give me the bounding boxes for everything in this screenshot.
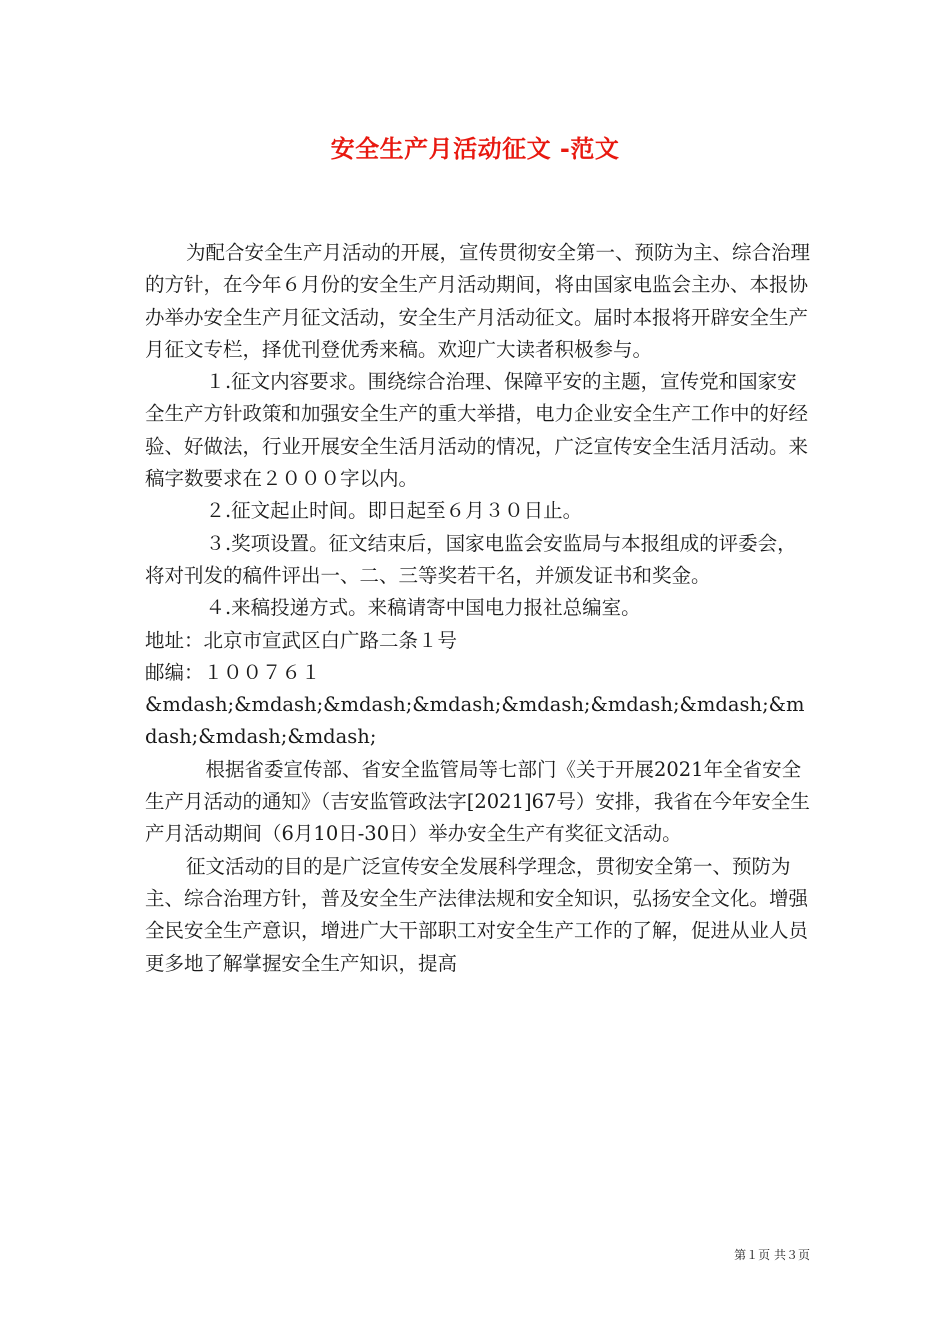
paragraph-item-4: ４.来稿投递方式。来稿请寄中国电力报社总编室。 bbox=[205, 596, 641, 620]
paragraph-intro: 为配合安全生产月活动的开展，宣传贯彻安全第一、预防为主、综合治理的方针，在今年６月份的安全生产月活动期间，将由国家电监会主办、本报协办举办安全生产月征文活动，安全生产月活动征文。届时本报将开辟安全生产月征文专栏，择优刊登优秀来稿。欢迎广大读者积极参与。 bbox=[145, 241, 810, 361]
paragraph-notice: 根据省委宣传部、省安全监管局等七部门《关于开展2021年全省安全生产月活动的通知》（吉安监管政法字[2021]67号）安排，我省在今年安全生产月活动期间（6月10日-30日）举办安全生产有奖征文活动。 bbox=[145, 757, 810, 846]
paragraph-item-2: ２.征文起止时间。即日起至６月３０日止。 bbox=[205, 499, 583, 523]
page-number-footer: 第１页 共３页 bbox=[734, 1248, 810, 1262]
document-title: 安全生产月活动征文 -范文 bbox=[330, 135, 620, 163]
document-body bbox=[145, 237, 810, 980]
paragraph-separator: &mdash;&mdash;&mdash;&mdash;&mdash;&mdash;&mdash;&mdash;&mdash;&mdash; bbox=[145, 693, 805, 749]
paragraph-address: 地址：北京市宣武区白广路二条１号 bbox=[145, 628, 458, 652]
paragraph-item-3: ３.奖项设置。征文结束后，国家电监会安监局与本报组成的评委会，将对刊发的稿件评出一、二、三等奖若干名，并颁发证书和奖金。 bbox=[145, 531, 797, 587]
paragraph-postcode: 邮编：１００７６１ bbox=[145, 660, 321, 684]
paragraph-item-1: １.征文内容要求。围绕综合治理、保障平安的主题，宣传党和国家安全生产方针政策和加强安全生产的重大举措，电力企业安全生产工作中的好经验、好做法，行业开展安全生活月活动的情况，广泛宣传安全生活月活动。来稿字数要求在２０００字以内。 bbox=[145, 370, 809, 491]
paragraph-purpose: 征文活动的目的是广泛宣传安全发展科学理念，贯彻安全第一、预防为主、综合治理方针，普及安全生产法律法规和安全知识，弘扬安全文化。增强全民安全生产意识，增进广大干部职工对安全生产工作的了解，促进从业人员更多地了解掌握安全生产知识，提高 bbox=[145, 854, 809, 975]
